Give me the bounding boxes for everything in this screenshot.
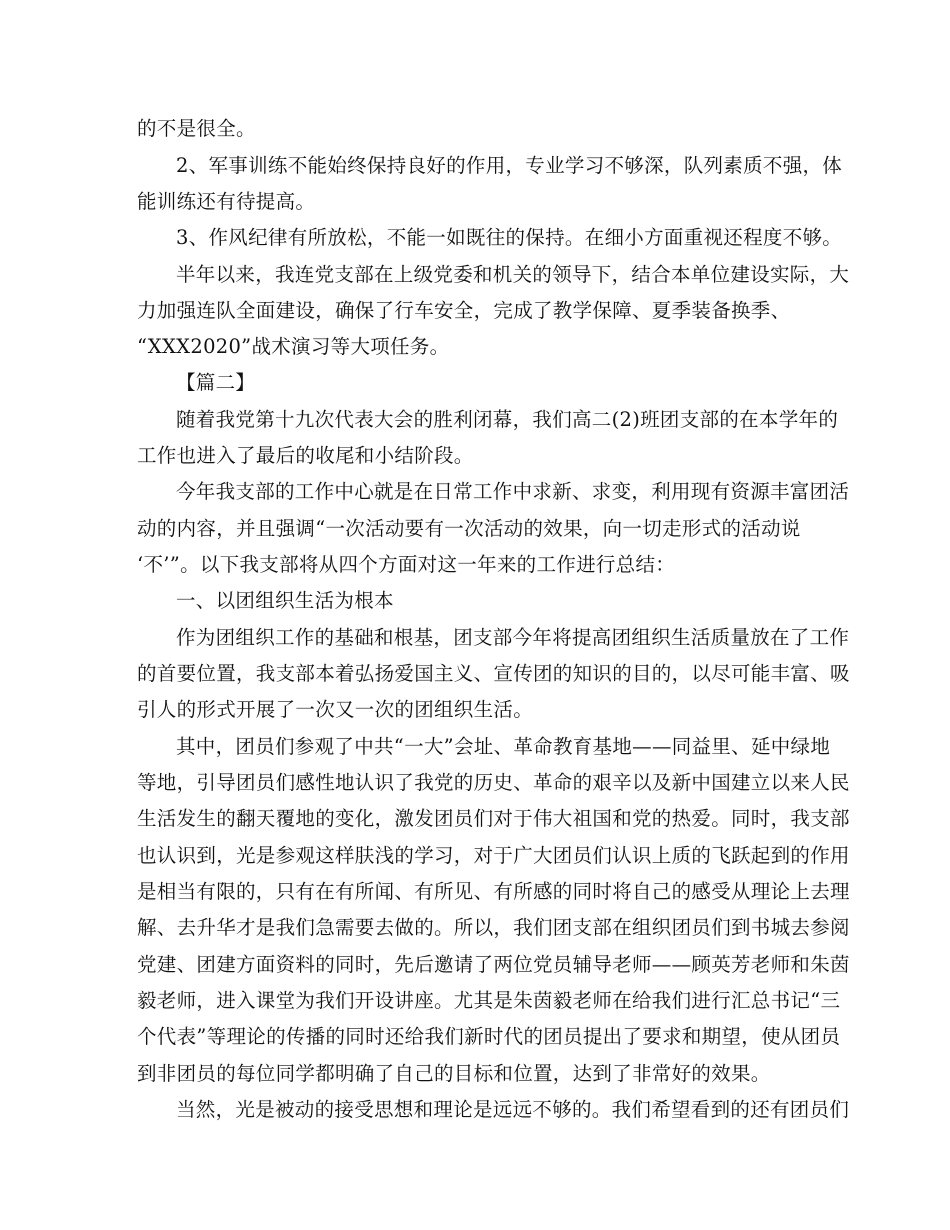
text-line: 的不是很全。 bbox=[137, 117, 256, 140]
text-line: 毅老师，进入课堂为我们开设讲座。尤其是朱茵毅老师在给我们进行汇总书记“三 bbox=[137, 989, 841, 1012]
text-line: 今年我支部的工作中心就是在日常工作中求新、求变，利用现有资源丰富团活 bbox=[176, 480, 850, 503]
text-line: 生活发生的翻天覆地的变化，激发团员们对于伟大祖国和党的热爱。同时，我支部 bbox=[137, 807, 850, 830]
text-line: 个代表”等理论的传播的同时还给我们新时代的团员提出了要求和期望，使从团员 bbox=[137, 1025, 841, 1048]
section-heading: 【篇二】 bbox=[176, 371, 256, 394]
text-line: 等地，引导团员们感性地认识了我党的历史、革命的艰辛以及新中国建立以来人民 bbox=[137, 771, 850, 794]
text-line: “XXX2020”战术演习等大项任务。 bbox=[137, 335, 450, 358]
text-line: 党建、团建方面资料的同时，先后邀请了两位党员辅导老师——顾英芳老师和朱茵 bbox=[137, 953, 850, 976]
text-line: 2、军事训练不能始终保持良好的作用，专业学习不够深，队列素质不强，体 bbox=[176, 154, 843, 177]
text-line: 也认识到，光是参观这样肤浅的学习，对于广大团员们认识上质的飞跃起到的作用 bbox=[137, 844, 850, 867]
text-line: 的首要位置，我支部本着弘扬爱国主义、宣传团的知识的目的，以尽可能丰富、吸 bbox=[137, 662, 850, 685]
text-line: 动的内容，并且强调“一次活动要有一次活动的效果，向一切走形式的活动说 bbox=[137, 517, 801, 540]
text-line: 是相当有限的，只有在有所闻、有所见、有所感的同时将自己的感受从理论上去理 bbox=[137, 880, 850, 903]
text-line: 解、去升华才是我们急需要去做的。所以，我们团支部在组织团员们到书城去参阅 bbox=[137, 916, 850, 939]
text-line: 其中，团员们参观了中共“一大”会址、革命教育基地——同益里、延中绿地 bbox=[176, 735, 831, 758]
text-line: 能训练还有待提高。 bbox=[137, 190, 316, 213]
text-line: 力加强连队全面建设，确保了行车安全，完成了教学保障、夏季装备换季、 bbox=[137, 299, 791, 322]
text-line: 作为团组织工作的基础和根基，团支部今年将提高团组织生活质量放在了工作 bbox=[176, 626, 850, 649]
text-line: 3、作风纪律有所放松，不能一如既往的保持。在细小方面重视还程度不够。 bbox=[176, 226, 843, 249]
text-line: 工作也进入了最后的收尾和小结阶段。 bbox=[137, 444, 474, 467]
text-line: 到非团员的每位同学都明确了自己的目标和位置，达到了非常好的效果。 bbox=[137, 1062, 771, 1085]
text-line: 随着我党第十九次代表大会的胜利闭幕，我们高二(2)班团支部的在本学年的 bbox=[176, 408, 839, 431]
text-line: ‘不’”。以下我支部将从四个方面对这一年来的工作进行总结： bbox=[137, 553, 676, 576]
text-line: 当然，光是被动的接受思想和理论是远远不够的。我们希望看到的还有团员们 bbox=[176, 1098, 850, 1121]
text-line: 引人的形式开展了一次又一次的团组织生活。 bbox=[137, 698, 534, 721]
text-line: 半年以来，我连党支部在上级党委和机关的领导下，结合本单位建设实际，大 bbox=[176, 263, 850, 286]
subsection-heading: 一、以团组织生活为根本 bbox=[176, 589, 394, 612]
